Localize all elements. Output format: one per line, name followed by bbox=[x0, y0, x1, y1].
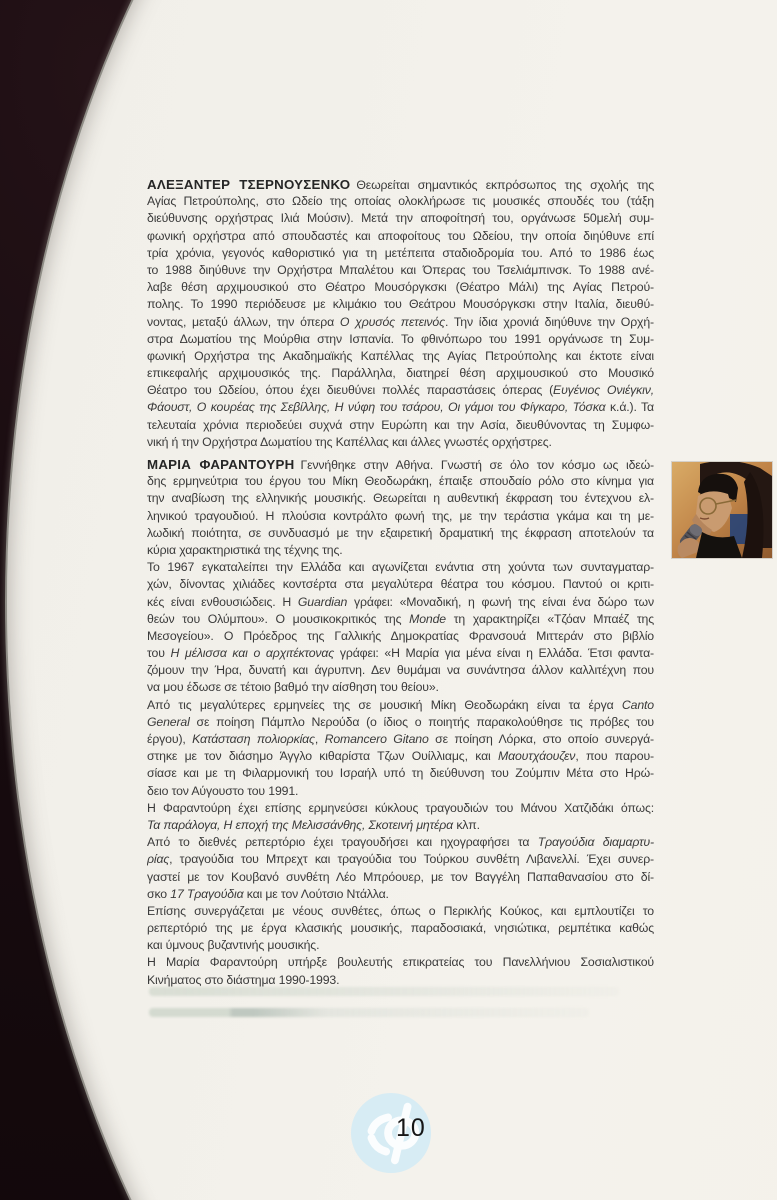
text-line bbox=[147, 365, 654, 382]
body-text: Από τις μεγαλύτερες ερμηνείες της σε μουσική Μίκη Θεοδωράκη είναι τα έργα bbox=[147, 697, 622, 712]
body-text: νική ή την Ορχήστρα Δωματίου της Καπέλλας και άλλες γνωστές ορχήστρες. bbox=[147, 434, 552, 449]
work-title-italic: Guardian bbox=[297, 594, 348, 609]
work-title-italic: 17 Τραγούδια bbox=[170, 886, 244, 901]
work-title-italic: Ο χρυσός πετεινός bbox=[339, 314, 445, 329]
work-title-italic: Τραγούδια διαμαρτυ- bbox=[537, 835, 654, 850]
body-text: δειο τον Αύγουστο του 1991. bbox=[147, 783, 299, 798]
paragraph bbox=[147, 903, 654, 955]
body-text: επικεφαλής αρχιμουσικός της. Παράλληλα, διατηρεί θέση αρχιμουσικού στο Μουσικό bbox=[147, 366, 654, 381]
body-text: Θεωρείται σημαντικός εκπρόσωπος της σχολής της bbox=[356, 178, 654, 192]
artist-name-heading: ΜΑΡΙΑ ΦΑΡΑΝΤΟΥΡΗ bbox=[147, 457, 295, 472]
text-line bbox=[147, 765, 654, 782]
body-text: Η Μαρία Φαραντούρη υπήρξε βουλευτής επικρατείας του Πανελλήνιου Σοσιαλιστικού bbox=[147, 955, 654, 970]
body-text: , bbox=[314, 732, 325, 746]
text-line bbox=[147, 348, 654, 365]
text-line bbox=[147, 434, 654, 451]
body-text: κλπ. bbox=[453, 817, 480, 832]
text-line bbox=[147, 645, 654, 662]
paragraph bbox=[147, 697, 654, 800]
body-text: χών, δίνοντας χιλιάδες κοντσέρτα στα μεγαλύτερα θέατρα του κόσμου. Παντού οι κριτι- bbox=[147, 577, 654, 592]
text-line bbox=[147, 176, 654, 193]
paragraph bbox=[147, 559, 654, 697]
text-line bbox=[147, 542, 654, 559]
text-line bbox=[147, 210, 654, 227]
text-line bbox=[147, 748, 654, 765]
body-text: ληνικού τραγουδιού. Η πλούσια κοντράλτο φωνή της, με την τεράστια γκάμα και τη με- bbox=[147, 508, 654, 523]
work-title-italic: General bbox=[147, 714, 190, 729]
section-maria-farantouri bbox=[147, 456, 654, 989]
work-title-italic: Μαουτχάουζεν bbox=[498, 749, 576, 764]
body-text: Επίσης συνεργάζεται με νέους συνθέτες, όπως ο Περικλής Κούκος, και εμπλουτίζει το bbox=[147, 903, 654, 918]
work-title-italic: Τα παράλογα, Η εποχή της Μελισσάνθης, Σκοτεινή μητέρα bbox=[147, 817, 454, 832]
section-alexander-chernushenko bbox=[147, 176, 654, 451]
body-text: λαβε θέση αρχιμουσικού στο Θέατρο Μουσόργκσκι (Θέατρο Μάλι) της Αγίας Πετρού- bbox=[147, 280, 654, 295]
body-text: Κινήματος στο διάστημα 1990-1993. bbox=[147, 972, 340, 987]
text-line bbox=[147, 456, 654, 473]
body-text: Θέατρο του Ωδείου, όπου έχει διευθύνει πολλές παραστάσεις όπερας ( bbox=[147, 383, 554, 398]
body-text: πολης. Το 1990 περιόδευσε με κλιμάκιο του Θεάτρου Μουσόργκσκι στην Ιταλία, διευθύ- bbox=[147, 297, 654, 312]
page-number: 10 bbox=[396, 1114, 426, 1142]
text-line bbox=[147, 869, 654, 886]
body-text: Μεσογείου». Ο Πρόεδρος της Γαλλικής Δημοκρατίας Φρανσουά Μιττεράν στο βιβλίο bbox=[147, 628, 654, 643]
body-text: στρα Δωματίου της Μούρθια στην Ισπανία. Το φθινόπωρο του 1991 οργάνωσε τη Συμ- bbox=[147, 331, 654, 346]
body-text: σε ποίηση Λόρκα, στο οποίο συνεργά- bbox=[428, 732, 654, 746]
text-line bbox=[147, 525, 654, 542]
text-line bbox=[147, 679, 654, 696]
text-line bbox=[147, 903, 654, 920]
work-title-italic: Canto bbox=[621, 697, 654, 712]
body-text: σίασε και με τη Φιλαρμονική του Ισραήλ υπό τη διεύθυνση του Ζούμπιν Μέτα στο Ηρώ- bbox=[147, 766, 654, 781]
body-text: έργου), bbox=[147, 732, 193, 746]
paragraph bbox=[147, 176, 654, 451]
body-text: στηκε με τον διάσημο Άγγλο κιθαρίστα Τζων Ουίλλιαμς, και bbox=[147, 749, 499, 764]
body-text: Από το διεθνές ρεπερτόριο έχει τραγουδήσει και ηχογραφήσει τα bbox=[147, 835, 538, 850]
text-line bbox=[147, 731, 654, 748]
artist-name-heading: ΑΛΕΞΑΝΤΕΡ ΤΣΕΡΝΟΥΣΕΝΚΟ bbox=[147, 177, 351, 192]
text-line bbox=[147, 279, 654, 296]
paragraph bbox=[147, 456, 654, 559]
body-text: δης ερμηνεύτρια του έργου του Μίκη Θεοδωράκη, έπαιξε σπουδαίο ρόλο στο κίνημα για bbox=[147, 474, 654, 489]
body-text: του bbox=[147, 646, 171, 661]
work-title-italic: Κατάσταση πολιορκίας bbox=[192, 732, 315, 746]
text-line bbox=[147, 508, 654, 525]
body-text: . Την ίδια χρονιά διηύθυνε την Ορχή- bbox=[444, 314, 654, 329]
body-text: τη χαρακτηρίζει «Τζόαν Μπαέζ της bbox=[445, 611, 654, 626]
body-text: Γεννήθηκε στην Αθήνα. Γνωστή σε όλο τον κόσμο ως ιδεώ- bbox=[300, 458, 654, 472]
body-text: να μου έδωσε σε τέτοιο βαθμό την αίσθηση του θείου». bbox=[147, 680, 439, 695]
work-title-italic: Φάουστ, Ο κουρέας της Σεβίλλης, Η νύφη του τσάρου, Οι γάμοι του Φίγκαρο, Τόσκα bbox=[147, 400, 606, 415]
body-text: κές είναι ενθουσιώδεις. Η bbox=[147, 594, 298, 609]
body-text: γράφει: «Η Μαρία για μένα είναι η Ελλάδα. Έτσι φαντα- bbox=[334, 646, 654, 661]
body-text: σε ποίηση Πάμπλο Νερούδα (ο ίδιος ο ποιητής παρακολούθησε τις πρόβες του bbox=[189, 714, 654, 729]
work-title-italic: Monde bbox=[409, 611, 446, 626]
body-text: θεών του Ολύμπου». Ο μουσικοκριτικός της bbox=[147, 611, 410, 626]
text-line bbox=[147, 576, 654, 593]
text-line bbox=[147, 817, 654, 834]
body-text: και με τον Λούτσιο Ντάλλα. bbox=[243, 886, 389, 901]
body-text: Αγίας Πετρούπολης, στο Ωδείο της οποίας ολοκλήρωσε τις μουσικές σπουδές του (τάξη bbox=[147, 194, 654, 209]
text-line bbox=[147, 834, 654, 851]
body-text: λωδική ποιότητα, σε συνδυασμό με την εξαιρετική δραματική της έκφραση αποτελούν τα bbox=[147, 525, 654, 540]
body-text: και ύμνους βυζαντινής μουσικής. bbox=[147, 938, 320, 953]
work-title-italic: Η μέλισσα και ο αρχιτέκτονας bbox=[170, 646, 335, 661]
text-line bbox=[147, 714, 654, 731]
text-line bbox=[147, 473, 654, 490]
text-line bbox=[147, 559, 654, 576]
text-line bbox=[147, 193, 654, 210]
text-line bbox=[147, 920, 654, 937]
body-text: γράφει: «Μοναδική, η φωνή της είναι ένα δώρο των bbox=[347, 594, 654, 609]
body-text: το 1988 διηύθυνε την Ορχήστρα Μπαλέτου και Όπερας του Τσελιάμπινσκ. Το 1988 ανέ- bbox=[147, 262, 654, 277]
body-text: κ.ά.). Τα bbox=[605, 400, 654, 415]
body-text: Η Φαραντούρη έχει επίσης ερμηνεύσει κύκλους τραγουδιών του Μάνου Χατζιδάκι όπως: bbox=[147, 800, 654, 815]
body-text: νοντας, μεταξύ άλλων, την όπερα bbox=[147, 314, 340, 329]
text-line bbox=[147, 382, 654, 399]
text-line bbox=[147, 262, 654, 279]
text-line bbox=[147, 611, 654, 628]
paragraph bbox=[147, 800, 654, 834]
work-title-italic: ρίας bbox=[147, 852, 170, 867]
body-text: , τραγούδια του Μπρεχτ και τραγούδια του Τούρκου συνθέτη Λιβανελλί. Έχει συνερ- bbox=[169, 852, 654, 867]
paragraph bbox=[147, 954, 654, 988]
page-text-column bbox=[147, 176, 654, 989]
text-line bbox=[147, 490, 654, 507]
text-line bbox=[147, 937, 654, 954]
text-line bbox=[147, 314, 654, 331]
paragraph bbox=[147, 834, 654, 903]
text-line bbox=[147, 417, 654, 434]
text-line bbox=[147, 331, 654, 348]
work-title-italic: Ευγένιος Ονιέγκιν, bbox=[553, 383, 654, 398]
body-text: ρεπερτόριό της με έργα κλασικής μουσικής, παραδοσιακά, νησιώτικα, ρεμπέτικα καθώς bbox=[147, 921, 654, 936]
body-text: φωνική Ορχήστρα της Ακαδημαϊκής Καπέλλας της Αγίας Πετρούπολης και έκτοτε είναι bbox=[147, 348, 654, 363]
body-text: Το 1967 εγκαταλείπει την Ελλάδα και αγωνίζεται ενάντια στη χούντα των συνταγματαρ- bbox=[147, 560, 654, 575]
text-line bbox=[147, 228, 654, 245]
body-text: γαστεί με τον Κουβανό συνθέτη Λέο Μπρόουερ, με τον Βαγγέλη Παπαθανασίου στο δί- bbox=[147, 869, 654, 884]
body-text: φωνική ορχήστρα από σπουδαστές και αποφοίτους του Ωδείου, την οποία διηύθυνε επί bbox=[147, 228, 654, 243]
body-text: ζόμουν την Ήρα, δυνατή και άγρυπνη. Δεν θυμάμαι να συνάντησα άλλον καλλιτέχνη που bbox=[147, 663, 654, 678]
body-text: σκο bbox=[147, 886, 171, 901]
text-line bbox=[147, 594, 654, 611]
body-text: διεύθυνσης ορχήστρας Ιλιά Μούσιν). Μετά την αποφοίτησή του, οργάνωσε 50μελή συμ- bbox=[147, 211, 654, 226]
body-text: την αναβίωση της ελληνικής μουσικής. Θεωρείται η αυθεντική έκφραση του έντεχνου ελ- bbox=[147, 491, 654, 506]
body-text: , που παρου- bbox=[575, 749, 654, 764]
text-line bbox=[147, 245, 654, 262]
text-line bbox=[147, 662, 654, 679]
work-title-italic: Romancero Gitano bbox=[324, 732, 429, 746]
text-line bbox=[147, 399, 654, 416]
text-line bbox=[147, 851, 654, 868]
artist-photo bbox=[672, 462, 772, 558]
text-line bbox=[147, 800, 654, 817]
text-line bbox=[147, 954, 654, 971]
text-line bbox=[147, 972, 654, 989]
text-line bbox=[147, 296, 654, 313]
body-text: τελευταία χρόνια περιοδεύει συχνά στην Ευρώπη και την Ασία, διευθύνοντας τη Συμφω- bbox=[147, 417, 654, 432]
ink-bleed-through bbox=[149, 1008, 589, 1017]
text-line bbox=[147, 886, 654, 903]
text-line bbox=[147, 628, 654, 645]
body-text: κύρια χαρακτηριστικά της τέχνης της. bbox=[147, 542, 343, 557]
text-line bbox=[147, 697, 654, 714]
body-text: τρία χρόνια, γεγονός καθοριστικό για τη μετέπειτα σταδιοδρομία του. Από το 1986 έως bbox=[147, 245, 654, 260]
text-line bbox=[147, 783, 654, 800]
